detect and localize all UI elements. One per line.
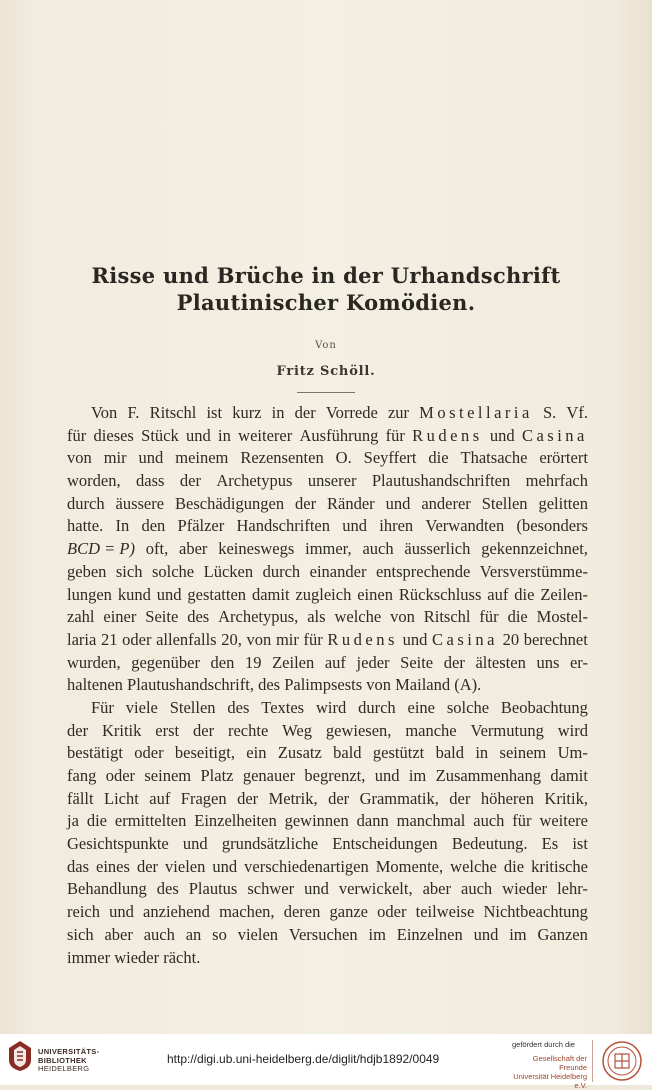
word: Ganzen (537, 924, 588, 944)
word: erst (155, 720, 180, 740)
word: Seyffert (363, 448, 417, 468)
word: die (507, 607, 528, 627)
word: Stellen (169, 697, 216, 717)
word: jeder (356, 652, 390, 672)
word: Seite (400, 652, 434, 672)
text-line (67, 561, 588, 584)
word: auf (324, 652, 346, 672)
word: und (374, 766, 400, 785)
word: weiterer (238, 425, 293, 445)
text-line (67, 924, 588, 947)
text-line (67, 425, 588, 448)
word: der (443, 652, 465, 672)
word: des (227, 697, 250, 717)
word: damit (251, 584, 290, 604)
word: ist (206, 403, 223, 422)
text-line (67, 697, 588, 720)
word: Kritik (101, 720, 142, 740)
word: für (385, 425, 405, 445)
word: von (246, 629, 272, 649)
word: Casina (431, 629, 498, 649)
word: Archetypus (216, 471, 293, 491)
word: höheren (480, 788, 534, 808)
word: und (304, 879, 329, 899)
word: an (185, 924, 202, 944)
word: Handschriften (236, 516, 330, 536)
word: viele (125, 697, 158, 717)
word: gelitten (538, 493, 588, 513)
word: so (212, 924, 227, 944)
word: Ritschl (149, 403, 197, 422)
word: Licht (104, 788, 139, 808)
word: und (342, 516, 367, 536)
word: bestätigt (67, 743, 123, 763)
word: genauer (242, 766, 296, 785)
word: auf (149, 788, 171, 808)
word: Stellen (481, 493, 528, 513)
word: Textes (261, 697, 305, 717)
word: gewiesen, (325, 720, 392, 740)
word: ihren (379, 516, 414, 536)
word: rechte (227, 720, 269, 740)
word: der (449, 788, 471, 808)
word: Um- (557, 743, 588, 763)
word: zahl (67, 607, 95, 627)
word: von (390, 607, 415, 627)
word: anderer (421, 493, 471, 513)
word: sich (115, 561, 143, 581)
word: oder (134, 743, 164, 763)
word: BCD = P) (67, 539, 135, 559)
word: einen (357, 584, 393, 604)
word: Zeilen- (540, 584, 588, 604)
word: für (67, 425, 87, 445)
word: kritische (531, 856, 588, 876)
word: (besonders (516, 516, 588, 536)
byline-von: Von (315, 340, 337, 351)
word: dann (356, 811, 389, 831)
library-name-line-3: HEIDELBERG (38, 1064, 90, 1073)
word: manche (405, 720, 457, 740)
text-line (67, 765, 588, 788)
word: immer wieder rächt. (67, 947, 201, 967)
word: Einzelnen (396, 924, 463, 944)
word: mir (275, 629, 299, 649)
word: Entscheidungen (332, 834, 438, 854)
word: zur (387, 403, 410, 422)
word: Beobachtung (500, 697, 588, 717)
word: In (115, 516, 130, 536)
word: verschiedenartigen (244, 856, 369, 876)
word: gestützt (372, 743, 425, 763)
word: O. (335, 448, 352, 468)
text-line (67, 878, 588, 901)
word: Thatsache (460, 448, 528, 468)
word: Verwandten (425, 516, 505, 536)
word: allenfalls (156, 629, 217, 649)
word: keineswegs (218, 539, 295, 559)
word: Von (91, 403, 118, 422)
word: und (212, 856, 238, 876)
word: Plautushandschriften (371, 471, 511, 491)
word: welche (450, 856, 497, 876)
word: wird (315, 697, 347, 717)
word: im (408, 766, 427, 785)
word: gegenüber (131, 652, 200, 672)
word: Rezensenten (240, 448, 324, 468)
word: und (109, 902, 134, 922)
word: meinem (175, 448, 229, 468)
word: und (138, 448, 164, 468)
word: deren (283, 902, 321, 922)
word: worden, (67, 471, 121, 491)
text-line (67, 606, 588, 629)
word: manchmal (396, 811, 466, 831)
word: Versverstümme- (479, 561, 588, 581)
word: ist (572, 834, 588, 854)
word: durch (358, 697, 396, 717)
word: in (271, 403, 285, 422)
digitization-url-link[interactable]: http://digi.ub.uni-heidelberg.de/diglit/hdjb1892/0049 (167, 1052, 440, 1066)
library-seal-icon (8, 1040, 32, 1072)
word: S. (542, 403, 557, 422)
word: Bedeutung. (451, 834, 528, 854)
word: machen, (219, 902, 275, 922)
word: gekennzeichnet, (481, 539, 588, 559)
word: entsprechende (375, 561, 471, 581)
word: im (509, 924, 527, 944)
word: Rudens (412, 425, 483, 445)
word: Weg (282, 720, 312, 740)
author-name: Fritz Schöll. (276, 364, 376, 379)
word: oft, (145, 539, 169, 559)
library-name-line-1: UNIVERSITÄTS- (38, 1047, 100, 1056)
word: die (514, 584, 535, 604)
funded-by-label: gefördert durch die (512, 1040, 575, 1049)
word: Metrik, (268, 788, 318, 808)
text-line (67, 674, 588, 697)
word: durch (262, 561, 301, 581)
word: uns (536, 652, 560, 672)
word: beseitigt, (174, 743, 235, 763)
article-title-line-1: Risse und Brüche in der Urhandschrift (91, 263, 561, 288)
word: Mostel- (536, 607, 588, 627)
word: laria (67, 629, 97, 649)
word: des (156, 879, 179, 899)
word: vielen (237, 924, 279, 944)
text-line (67, 810, 588, 833)
word: von (67, 448, 92, 468)
text-line (67, 742, 588, 765)
word: oder (122, 629, 152, 649)
text-line (67, 538, 588, 561)
word: gewinnen (284, 811, 349, 831)
word: zugleich (295, 584, 352, 604)
word: verwickelt, (338, 879, 413, 899)
word: welche (334, 607, 382, 627)
word: begrenzt, (304, 766, 366, 785)
word: der (294, 403, 316, 422)
word: Nichtbeachtung (483, 902, 588, 922)
word: eine (407, 697, 435, 717)
word: und (385, 493, 411, 513)
text-line (67, 947, 588, 970)
word: ermittelten (114, 811, 187, 831)
word: und (489, 425, 515, 445)
word: der (67, 720, 89, 740)
word: und (182, 834, 208, 854)
word: ganze (329, 902, 368, 922)
word: wurden, (67, 652, 121, 672)
word: Vorrede (325, 403, 378, 422)
word: Versuchen (288, 924, 358, 944)
word: teilweise (415, 902, 475, 922)
word: Einzelheiten (194, 811, 277, 831)
word: ein (246, 743, 267, 763)
text-line (67, 901, 588, 924)
word: Seite (145, 607, 179, 627)
word: und (156, 584, 182, 604)
word: sich (67, 924, 94, 944)
word: Archetypus, (218, 607, 299, 627)
word: der (328, 788, 350, 808)
word: anziehend (143, 902, 210, 922)
text-line (67, 402, 588, 425)
article-body (67, 402, 588, 969)
word: des (187, 607, 210, 627)
word: weitere (539, 811, 588, 831)
text-line (67, 493, 588, 516)
word: Vermutung (470, 720, 544, 740)
word: Rückschluss (398, 584, 482, 604)
word: seinem (144, 766, 192, 785)
word: Ausführung (299, 425, 379, 445)
text-line (67, 447, 588, 470)
word: äusserlich (404, 539, 471, 559)
word: den (141, 516, 166, 536)
word: der (179, 471, 201, 491)
word: durch (67, 493, 105, 513)
text-line (67, 856, 588, 879)
word: auch (461, 879, 493, 899)
funder-name-line-1: Gesellschaft der Freunde (532, 1054, 587, 1072)
word: Zusatz (277, 743, 322, 763)
word: kund (117, 584, 151, 604)
word: der (193, 720, 215, 740)
word: Zusammenhang (435, 766, 541, 785)
word: den (210, 652, 235, 672)
word: aber (422, 879, 451, 899)
footer-divider (592, 1040, 593, 1082)
word: gestatten (187, 584, 247, 604)
word: das (67, 856, 89, 876)
word: immer, (305, 539, 352, 559)
word: und (186, 425, 211, 445)
word: Platz (200, 766, 234, 785)
word: er- (569, 652, 588, 672)
word: schwer (247, 879, 295, 899)
word: haltenen Plautushandschrift, des Palimpsests von Mailand (A). (67, 675, 482, 695)
library-name-line-2: BIBLIOTHEK (38, 1055, 87, 1065)
word: damit (550, 766, 588, 785)
text-line (67, 515, 588, 538)
text-line (67, 720, 588, 743)
word: für (479, 607, 499, 627)
word: Grammatik, (359, 788, 439, 808)
word: auch (473, 811, 505, 831)
word: Beschädigungen (175, 493, 285, 513)
text-line (67, 584, 588, 607)
word: berechnet (523, 629, 588, 649)
word: seinem (499, 743, 547, 763)
word: 20, (221, 629, 242, 649)
word: Fragen (180, 788, 227, 808)
word: dass (136, 471, 165, 491)
word: Behandlung (67, 879, 147, 899)
text-line (67, 833, 588, 856)
word: lehr- (557, 879, 588, 899)
word: der (295, 493, 317, 513)
word: auch (143, 924, 175, 944)
word: eines (96, 856, 130, 876)
word: einer (103, 607, 137, 627)
word: lungen (67, 584, 112, 604)
word: Rudens (327, 629, 398, 649)
word: F. (127, 403, 140, 422)
text-line (67, 788, 588, 811)
word: aber (179, 539, 208, 559)
word: Momente, (375, 856, 444, 876)
word: grundsätzliche (221, 834, 319, 854)
word: Für (91, 697, 114, 717)
word: in (218, 425, 231, 445)
word: Kritik, (544, 788, 588, 808)
paragraph-2 (67, 697, 588, 969)
word: der (136, 856, 159, 876)
word: 19 (244, 652, 262, 672)
title-divider (297, 392, 355, 393)
word: solche (446, 697, 490, 717)
word: mehrfach (525, 471, 588, 491)
word: hatte. (67, 516, 104, 536)
word: Ritschl (423, 607, 471, 627)
word: wird (557, 720, 588, 740)
word: erörtert (539, 448, 588, 468)
word: bald (435, 743, 464, 763)
university-seal-icon (598, 1040, 646, 1082)
text-line (67, 470, 588, 493)
word: unserer (307, 471, 357, 491)
article-title-line-2: Plautinischer Komödien. (176, 290, 476, 315)
word: reich (67, 902, 100, 922)
library-name (38, 1048, 99, 1074)
word: die (86, 811, 107, 831)
word: im (368, 924, 386, 944)
word: Zeilen (272, 652, 315, 672)
word: Ränder (327, 493, 375, 513)
word: fang (67, 766, 97, 785)
word: äussere (115, 493, 165, 513)
word: 20 (502, 629, 520, 649)
word: Plautus (188, 879, 238, 899)
word: ja (67, 811, 79, 831)
word: fällt (67, 788, 94, 808)
word: geben (67, 561, 107, 581)
word: solche (151, 561, 195, 581)
word: für (512, 811, 532, 831)
word: die (428, 448, 449, 468)
word: aber (104, 924, 133, 944)
word: bald (333, 743, 362, 763)
word: dieses (93, 425, 134, 445)
word: Es (541, 834, 559, 854)
word: der (237, 788, 259, 808)
word: Stück (141, 425, 179, 445)
word: Vf. (566, 403, 588, 422)
word: auch (362, 539, 394, 559)
word: Mostellaria (419, 403, 533, 422)
word: 21 (100, 629, 118, 649)
word: wieder (502, 879, 548, 899)
word: Lücken (203, 561, 254, 581)
word: Gesichtspunkte (67, 834, 169, 854)
word: ältesten (475, 652, 526, 672)
word: auf (487, 584, 509, 604)
word: einander (309, 561, 367, 581)
word: Casina (521, 425, 588, 445)
word: kurz (232, 403, 262, 422)
text-line (67, 652, 588, 675)
word: Pfälzer (177, 516, 225, 536)
word: und (402, 629, 428, 649)
funder-name-line-2: Universität Heidelberg e.V. (513, 1072, 587, 1090)
word: oder (105, 766, 136, 785)
word: und (473, 924, 499, 944)
word: für (303, 629, 323, 649)
word: mir (103, 448, 127, 468)
word: als (307, 607, 326, 627)
word: die (503, 856, 525, 876)
word: vielen (165, 856, 206, 876)
word: oder (377, 902, 407, 922)
text-line (67, 629, 588, 652)
paragraph-1 (67, 402, 588, 697)
word: in (475, 743, 489, 763)
